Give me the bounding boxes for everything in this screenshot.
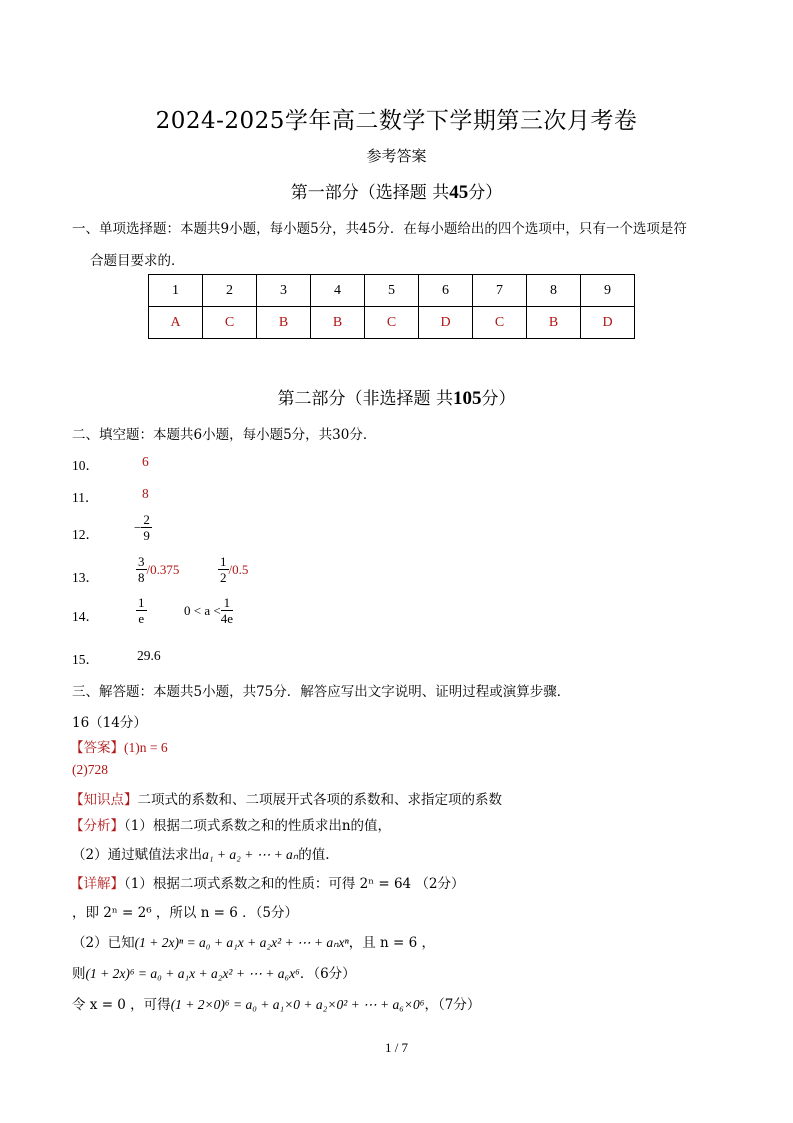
q10-number: 10． [72, 458, 99, 473]
section3-instructions: 三、解答题：本题共5小题，共75分．解答应写出文字说明、证明过程或演算步骤． [72, 684, 571, 700]
q15-number: 15． [72, 652, 99, 667]
q12-number: 12． [72, 527, 99, 542]
q16-knowledge: 【知识点】二项式的系数和、二项展开式各项的系数和、求指定项的系数 [70, 792, 502, 808]
table-cell-answer: C [473, 307, 527, 339]
q16-analysis2: （2）通过赋值法求出a₁ + a₂ + ⋯ + aₙ的值. [72, 847, 330, 863]
table-cell-number: 7 [473, 275, 527, 307]
analysis-tag: 【分析】 [70, 818, 124, 834]
table-cell-number: 5 [365, 275, 419, 307]
table-cell-number: 2 [203, 275, 257, 307]
table-cell-number: 1 [149, 275, 203, 307]
q11-answer: 8 [142, 486, 149, 501]
q16-answer-line2: (2)728 [72, 762, 108, 777]
q16-header: 16（14分） [72, 715, 147, 731]
section2-instructions: 二、填空题：本题共6小题，每小题5分，共30分． [72, 427, 377, 443]
q11-number: 11． [72, 490, 99, 505]
q13-number: 13． [72, 570, 99, 585]
table-cell-answer: B [527, 307, 581, 339]
q14-number: 14． [72, 609, 99, 624]
q14-answer-b: 0 < a < $\frac{1}{4e}$ [184, 595, 233, 626]
table-cell-answer: B [311, 307, 365, 339]
q16-detail4: 则(1 + 2x)⁶ = a₀ + a₁x + a₂x² + ⋯ + a₆x⁶．（6分） [72, 966, 356, 982]
part2-heading: 第二部分（非选择题 共105分） [277, 388, 516, 409]
answer-tag: 【答案】 [70, 740, 124, 756]
q15-answer: 29.6 [137, 648, 161, 663]
table-cell-answer: B [257, 307, 311, 339]
page-number: 1 / 7 [384, 1040, 409, 1055]
section1-instructions-cont: 合题目要求的． [90, 253, 185, 269]
page-title: 2024-2025学年高二数学下学期第三次月考卷 [155, 108, 638, 134]
table-cell-number: 3 [257, 275, 311, 307]
table-cell-answer: D [581, 307, 635, 339]
q14-answer-a: $\frac{1}{e}$ [138, 595, 145, 626]
knowledge-tag: 【知识点】 [70, 792, 138, 808]
q16-analysis1: 【分析】（1）根据二项式系数之和的性质求出n的值， [70, 818, 392, 834]
section1-instructions: 一、单项选择题：本题共9小题，每小题5分，共45分．在每小题给出的四个选项中，只有一个选项是符 [72, 221, 687, 237]
q16-answer-line1: 【答案】(1)n = 6 [70, 740, 168, 756]
q13-answer-b: $\frac{1}{2}$ /0.5 [220, 554, 249, 585]
table-cell-answer: C [203, 307, 257, 339]
table-cell-number: 4 [311, 275, 365, 307]
q12-answer: − $\frac{2}{9}$ [134, 512, 150, 543]
table-cell-answer: A [149, 307, 203, 339]
answer-table [148, 274, 635, 339]
table-cell-number: 6 [419, 275, 473, 307]
page-subtitle: 参考答案 [366, 147, 427, 165]
q16-detail3: （2）已知(1 + 2x)ⁿ = a₀ + a₁x + a₂x² + ⋯ + aₙxⁿ，且 n = 6 ， [72, 935, 435, 951]
detail-tag: 【详解】 [70, 876, 124, 892]
table-cell-number: 8 [527, 275, 581, 307]
q16-detail2: ，即 2ⁿ = 2⁶ ，所以 n = 6 ．（5分） [72, 905, 299, 921]
q10-answer: 6 [142, 454, 149, 469]
table-cell-answer: D [419, 307, 473, 339]
part1-heading: 第一部分（选择题 共45分） [290, 182, 503, 203]
q16-detail5: 令 x = 0 ，可得(1 + 2×0)⁶ = a₀ + a₁×0 + a₂×0² + ⋯ + a₆×0⁶，（7分） [72, 997, 481, 1013]
q16-detail1: 【详解】（1）根据二项式系数之和的性质：可得 2ⁿ = 64 （2分） [70, 876, 465, 892]
table-cell-answer: C [365, 307, 419, 339]
q13-answer-a: $\frac{3}{8}$ /0.375 [138, 554, 180, 585]
table-cell-number: 9 [581, 275, 635, 307]
